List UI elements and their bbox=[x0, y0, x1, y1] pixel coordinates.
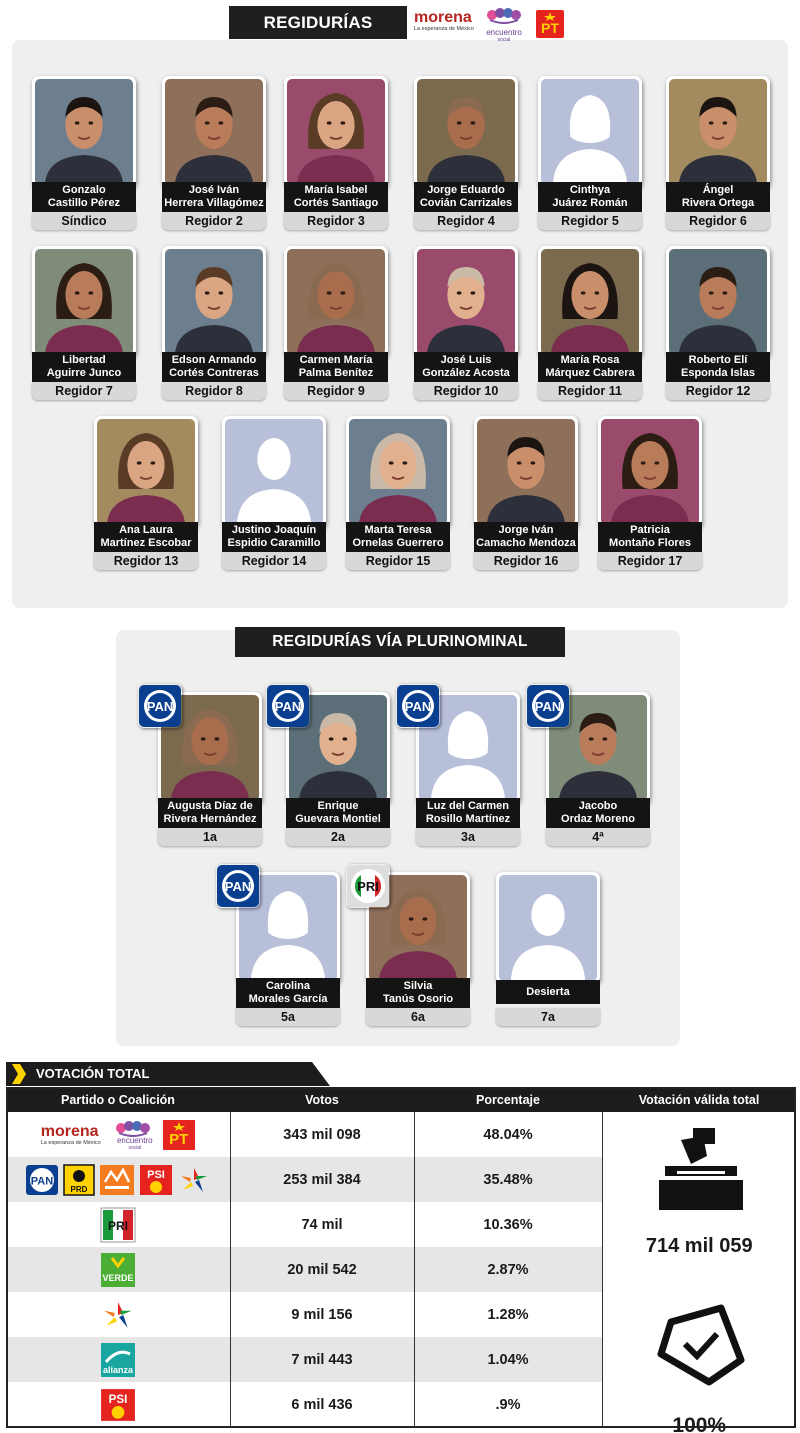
pan-badge bbox=[396, 684, 440, 728]
member-name bbox=[284, 352, 388, 382]
pan-logo-icon bbox=[216, 864, 260, 908]
pan-logo-icon bbox=[396, 684, 440, 728]
member-name-line2: Esponda Islas bbox=[681, 367, 755, 379]
svg-text:PAN: PAN bbox=[146, 699, 174, 714]
plurinominal-card bbox=[496, 872, 600, 1028]
regidor-card bbox=[222, 416, 326, 572]
portrait-photo-icon bbox=[287, 79, 385, 185]
member-name-line1: Edson Armando bbox=[171, 354, 257, 366]
member-name bbox=[32, 352, 136, 382]
member-name bbox=[236, 978, 340, 1008]
member-photo bbox=[496, 872, 600, 984]
pt-logo: PT bbox=[163, 1120, 195, 1150]
compromiso-logo-icon bbox=[100, 1297, 136, 1333]
member-name-line2: Espidio Caramillo bbox=[227, 537, 321, 549]
member-name-line2: Cortés Contreras bbox=[169, 367, 259, 379]
member-photo bbox=[32, 246, 136, 358]
total-pct: 100% bbox=[672, 1414, 727, 1433]
member-name bbox=[284, 182, 388, 212]
member-name-line2: Guevara Montiel bbox=[295, 813, 381, 825]
member-name-line1: Carolina bbox=[265, 980, 310, 992]
member-photo bbox=[598, 416, 702, 528]
nueva-alianza-logo-icon bbox=[100, 1342, 136, 1378]
regidor-card bbox=[32, 76, 136, 232]
party-cell-compromiso bbox=[6, 1292, 230, 1337]
regidor-card bbox=[162, 246, 266, 402]
pan-badge bbox=[216, 864, 260, 908]
member-name-line1: Carmen María bbox=[299, 354, 373, 366]
regidurias-title: REGIDURÍAS bbox=[229, 6, 407, 39]
portrait-photo-icon bbox=[35, 249, 133, 355]
svg-text:VERDE: VERDE bbox=[102, 1272, 134, 1283]
member-name-line2: Rivera Ortega bbox=[681, 197, 755, 209]
portrait-photo-icon bbox=[35, 79, 133, 185]
member-name-line1: Luz del Carmen bbox=[427, 800, 509, 812]
regidor-card bbox=[284, 76, 388, 232]
member-photo bbox=[414, 246, 518, 358]
regidor-card bbox=[284, 246, 388, 402]
verde-logo-icon bbox=[100, 1252, 136, 1288]
portrait-photo-icon bbox=[97, 419, 195, 525]
member-photo bbox=[414, 76, 518, 188]
member-name bbox=[94, 522, 198, 552]
member-name bbox=[162, 182, 266, 212]
member-name bbox=[666, 352, 770, 382]
votes-cell: 6 mil 436 bbox=[230, 1382, 414, 1427]
member-name bbox=[414, 352, 518, 382]
member-role: Regidor 16 bbox=[474, 552, 578, 570]
pt-logo: PT bbox=[536, 10, 564, 38]
regidor-card bbox=[666, 76, 770, 232]
member-name-line2: Juárez Román bbox=[552, 197, 628, 209]
member-role: Regidor 12 bbox=[666, 382, 770, 400]
regidor-card bbox=[538, 76, 642, 232]
member-name bbox=[158, 798, 262, 828]
psi-logo-icon bbox=[139, 1164, 173, 1196]
member-name-line2: Castillo Pérez bbox=[47, 197, 121, 209]
party-cell-verde bbox=[6, 1247, 230, 1292]
party-cell-psi bbox=[6, 1382, 230, 1427]
member-name bbox=[32, 182, 136, 212]
member-name bbox=[366, 978, 470, 1008]
member-name-line1: Enrique bbox=[317, 800, 359, 812]
regidor-card bbox=[414, 76, 518, 232]
member-role: Regidor 5 bbox=[538, 212, 642, 230]
member-name bbox=[666, 182, 770, 212]
coalition-logos bbox=[412, 6, 572, 42]
table-header-row bbox=[6, 1087, 796, 1112]
member-photo bbox=[94, 416, 198, 528]
member-name-line1: Justino Joaquín bbox=[231, 524, 317, 536]
member-role: Regidor 6 bbox=[666, 212, 770, 230]
votes-cell: 74 mil bbox=[230, 1202, 414, 1247]
member-name bbox=[546, 798, 650, 828]
votes-cell: 253 mil 384 bbox=[230, 1157, 414, 1202]
member-name-line1: Silvia bbox=[403, 980, 433, 992]
portrait-photo-icon bbox=[541, 249, 639, 355]
member-name-line1: Jacobo bbox=[578, 800, 618, 812]
member-name-line1: Roberto Elí bbox=[688, 354, 748, 366]
member-name bbox=[222, 522, 326, 552]
portrait-photo-icon bbox=[287, 249, 385, 355]
member-name-line2: Palma Benítez bbox=[298, 367, 374, 379]
encuentro-social-logo: encuentro social bbox=[113, 1119, 157, 1151]
member-name bbox=[538, 182, 642, 212]
member-name-line1: Ángel bbox=[702, 184, 734, 196]
member-photo bbox=[284, 76, 388, 188]
member-name-line1: José Luis bbox=[440, 354, 492, 366]
pan-logo-icon bbox=[138, 684, 182, 728]
portrait-photo-icon bbox=[601, 419, 699, 525]
member-name-line2: Camacho Mendoza bbox=[476, 537, 576, 549]
member-photo bbox=[474, 416, 578, 528]
member-role: 2a bbox=[286, 828, 390, 846]
member-photo bbox=[162, 76, 266, 188]
compromiso-logo-icon bbox=[177, 1164, 211, 1196]
pct-cell: 10.36% bbox=[414, 1202, 602, 1247]
member-name-line1: Jorge Eduardo bbox=[427, 184, 505, 196]
svg-text:PAN: PAN bbox=[534, 699, 562, 714]
member-name bbox=[346, 522, 450, 552]
party-cell-morena-coalition bbox=[6, 1112, 230, 1157]
member-role: Regidor 4 bbox=[414, 212, 518, 230]
member-photo bbox=[346, 416, 450, 528]
member-photo bbox=[538, 246, 642, 358]
svg-text:alianza: alianza bbox=[102, 1364, 133, 1375]
member-name-line1: Marta Teresa bbox=[364, 524, 432, 536]
encuentro-social-logo: encuentro social bbox=[484, 6, 524, 43]
total-cell bbox=[602, 1112, 796, 1433]
member-role: Regidor 15 bbox=[346, 552, 450, 570]
party-cell-pri bbox=[6, 1202, 230, 1247]
regidor-card bbox=[32, 246, 136, 402]
member-name-line1: Augusta Díaz de bbox=[167, 800, 253, 812]
pan-logo-icon bbox=[25, 1164, 59, 1196]
pct-cell: 48.04% bbox=[414, 1112, 602, 1157]
member-name bbox=[416, 798, 520, 828]
portrait-photo-icon bbox=[165, 249, 263, 355]
regidor-card bbox=[346, 416, 450, 572]
regidor-card bbox=[414, 246, 518, 402]
votacion-total-label: VOTACIÓN TOTAL bbox=[36, 1066, 150, 1081]
regidor-card bbox=[538, 246, 642, 402]
party-cell-pan-coalition bbox=[6, 1157, 230, 1202]
member-name-line2: Tanús Osorio bbox=[382, 993, 454, 1005]
member-photo bbox=[284, 246, 388, 358]
pan-badge bbox=[266, 684, 310, 728]
member-name-line2: Ornelas Guerrero bbox=[352, 537, 444, 549]
regidor-card bbox=[162, 76, 266, 232]
member-name-line2: Cortés Santiago bbox=[293, 197, 379, 209]
morena-logo: morena La esperanza de México bbox=[414, 9, 474, 32]
portrait-photo-icon bbox=[477, 419, 575, 525]
votes-cell: 343 mil 098 bbox=[230, 1112, 414, 1157]
portrait-photo-icon bbox=[349, 419, 447, 525]
portrait-photo-icon bbox=[417, 249, 515, 355]
member-name-line2: Ordaz Moreno bbox=[561, 813, 635, 825]
member-name-line1: Patricia bbox=[630, 524, 670, 536]
table-row bbox=[6, 1112, 796, 1157]
pct-cell: .9% bbox=[414, 1382, 602, 1427]
votes-cell: 7 mil 443 bbox=[230, 1337, 414, 1382]
member-role: Regidor 14 bbox=[222, 552, 326, 570]
pct-cell: 35.48% bbox=[414, 1157, 602, 1202]
member-role: 4ª bbox=[546, 828, 650, 846]
pan-logo-icon bbox=[526, 684, 570, 728]
svg-text:PAN: PAN bbox=[274, 699, 302, 714]
morena-logo: morena La esperanza de México bbox=[40, 1122, 101, 1146]
header-pct: Porcentaje bbox=[414, 1087, 602, 1112]
member-role: 1a bbox=[158, 828, 262, 846]
svg-text:PRD: PRD bbox=[70, 1184, 88, 1194]
svg-text:PSI: PSI bbox=[108, 1392, 128, 1406]
member-photo bbox=[32, 76, 136, 188]
header-total: Votación válida total bbox=[602, 1087, 796, 1112]
member-name-line1: Gonzalo bbox=[62, 184, 106, 196]
svg-text:PRI: PRI bbox=[107, 1218, 128, 1233]
member-name-line1: María Isabel bbox=[304, 184, 368, 196]
total-votes: 714 mil 059 bbox=[645, 1235, 753, 1257]
member-name bbox=[286, 798, 390, 828]
member-name-line1: Libertad bbox=[62, 354, 106, 366]
member-name-line2: Rivera Hernández bbox=[163, 813, 257, 825]
member-photo bbox=[222, 416, 326, 528]
svg-text:PAN: PAN bbox=[404, 699, 432, 714]
silhouette-icon bbox=[499, 875, 597, 981]
regidor-card bbox=[94, 416, 198, 572]
member-name bbox=[598, 522, 702, 552]
votes-cell: 20 mil 542 bbox=[230, 1247, 414, 1292]
header-party: Partido o Coalición bbox=[6, 1087, 230, 1112]
pri-logo-icon bbox=[100, 1207, 136, 1243]
portrait-photo-icon bbox=[417, 79, 515, 185]
pan-logo-icon bbox=[266, 684, 310, 728]
member-name-line2: González Acosta bbox=[422, 367, 510, 379]
regidor-card bbox=[474, 416, 578, 572]
svg-text:PSI: PSI bbox=[146, 1168, 165, 1181]
portrait-photo-icon bbox=[669, 249, 767, 355]
member-role: Regidor 13 bbox=[94, 552, 198, 570]
member-role: Regidor 10 bbox=[414, 382, 518, 400]
member-role: Regidor 8 bbox=[162, 382, 266, 400]
ballot-box-icon bbox=[651, 1126, 751, 1216]
pct-cell: 1.04% bbox=[414, 1337, 602, 1382]
member-role: 3a bbox=[416, 828, 520, 846]
member-role: Regidor 17 bbox=[598, 552, 702, 570]
member-role: Regidor 7 bbox=[32, 382, 136, 400]
portrait-photo-icon bbox=[669, 79, 767, 185]
svg-text:PAN: PAN bbox=[30, 1175, 53, 1187]
member-photo bbox=[666, 76, 770, 188]
member-name-line2: Aguirre Junco bbox=[46, 367, 122, 379]
member-photo bbox=[666, 246, 770, 358]
member-role: Regidor 3 bbox=[284, 212, 388, 230]
member-photo bbox=[162, 246, 266, 358]
member-name-line1: Desierta bbox=[526, 985, 570, 998]
member-name-line2: Herrera Villagómez bbox=[164, 197, 264, 209]
member-name-line2: Márquez Cabrera bbox=[545, 367, 635, 379]
regidor-card bbox=[666, 246, 770, 402]
plurinominal-title: REGIDURÍAS VÍA PLURINOMINAL bbox=[235, 627, 565, 657]
pct-cell: 2.87% bbox=[414, 1247, 602, 1292]
pri-logo-icon bbox=[346, 864, 390, 908]
regidor-card bbox=[598, 416, 702, 572]
ballot-check-icon bbox=[651, 1302, 751, 1392]
member-name-line1: José Iván bbox=[188, 184, 240, 196]
member-role: 5a bbox=[236, 1008, 340, 1026]
member-name-line1: Cinthya bbox=[569, 184, 611, 196]
silhouette-icon bbox=[541, 79, 639, 185]
svg-text:PAN: PAN bbox=[224, 879, 252, 894]
party-cell-nueva-alianza bbox=[6, 1337, 230, 1382]
prd-logo-icon bbox=[63, 1164, 95, 1196]
silhouette-icon bbox=[225, 419, 323, 525]
pri-badge bbox=[346, 864, 390, 908]
encuentro-social-icon bbox=[113, 1119, 153, 1137]
member-name-line1: Ana Laura bbox=[119, 524, 173, 536]
votes-cell: 9 mil 156 bbox=[230, 1292, 414, 1337]
member-name-line2: Martínez Escobar bbox=[100, 537, 192, 549]
movimiento-ciudadano-logo-icon bbox=[99, 1164, 135, 1196]
header-votes: Votos bbox=[230, 1087, 414, 1112]
votacion-table bbox=[6, 1087, 796, 1433]
pct-cell: 1.28% bbox=[414, 1292, 602, 1337]
svg-text:PRI: PRI bbox=[357, 879, 379, 894]
member-role: Regidor 2 bbox=[162, 212, 266, 230]
member-name-line1: María Rosa bbox=[560, 354, 620, 366]
member-name-line2: Covián Carrizales bbox=[419, 197, 513, 209]
member-name-line2: Montaño Flores bbox=[609, 537, 691, 549]
member-name-line2: Rosillo Martínez bbox=[425, 813, 511, 825]
member-name bbox=[474, 522, 578, 552]
member-name bbox=[496, 980, 600, 1004]
portrait-photo-icon bbox=[165, 79, 263, 185]
member-role: 7a bbox=[496, 1008, 600, 1026]
pan-badge bbox=[138, 684, 182, 728]
member-name-line1: Jorge Iván bbox=[498, 524, 554, 536]
member-name bbox=[162, 352, 266, 382]
member-photo bbox=[538, 76, 642, 188]
member-role: Regidor 11 bbox=[538, 382, 642, 400]
member-name bbox=[538, 352, 642, 382]
member-role: Regidor 9 bbox=[284, 382, 388, 400]
member-name-line2: Morales García bbox=[248, 993, 328, 1005]
member-role: 6a bbox=[366, 1008, 470, 1026]
pan-badge bbox=[526, 684, 570, 728]
member-role: Síndico bbox=[32, 212, 136, 230]
psi-logo-icon bbox=[100, 1387, 136, 1423]
member-name bbox=[414, 182, 518, 212]
encuentro-social-icon bbox=[484, 6, 524, 24]
